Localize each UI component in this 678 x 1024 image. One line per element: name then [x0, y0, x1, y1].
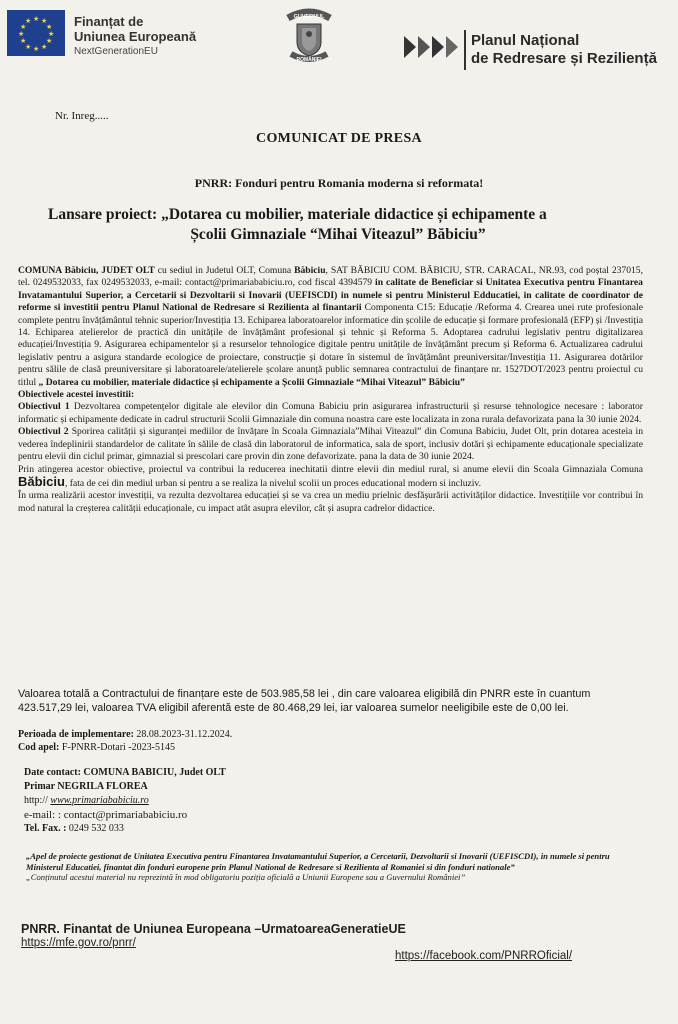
- objective-1-text: Dezvoltarea competențelor digitale ale elevilor din Comuna Babiciu prin asigurarea infrastructurii și resurse tehnologice necesare : laborator informatic și echipamente dedicate in cadrul structurii Scolii Gimnaziale din comuna noastra care este localizata in zona rurala defavorizata pana la 30 iunie 2024.: [18, 401, 643, 425]
- objectives-heading: Obiectivele acestei investitii:: [18, 389, 135, 401]
- results-paragraph: În urma realizării acestor investiții, va rezulta dezvoltarea educației și se va crea un mediu prielnic desfășurării activităților didactice. Investițiile vor contribui în mod natural la creșterea calității educaționale, cu impact atât asupra elevilor, cât și asupra cadrelor didactice.: [18, 490, 643, 514]
- project-title-line-2: Școlii Gimnaziale “Mihai Viteazul” Băbiciu”: [190, 226, 486, 243]
- commune-name: Băbiciu: [294, 265, 326, 276]
- press-release-body: [18, 265, 643, 515]
- footer-funding-line: PNRR. Finantat de Uniunea Europeana –UrmatoareaGeneratieUE: [21, 922, 406, 936]
- project-title-line-1: Lansare proiect: „Dotarea cu mobilier, materiale didactice și echipamente a: [48, 206, 547, 223]
- registration-number: Nr. Inreg.....: [55, 110, 109, 122]
- contact-line-1: Date contact: COMUNA BABICIU, Judet OLT: [24, 767, 226, 778]
- beneficiary-name: COMUNA Băbiciu, JUDET OLT: [18, 265, 155, 276]
- contact-email-row: [24, 808, 324, 822]
- implementation-info: [18, 728, 418, 754]
- objective-2-text: Sporirea calității și siguranței mediilor de învățare în Scoala Gimnaziala”Mihai Viteazul” din Comuna Babiciu, Judet Olt, prin dotarea acesteia in vederea îndeplinirii standardelor de calitate în sălile de clasă din laboratorul de informatica, sala de sport, inclusiv dotări și echipamente educaționale specializate pentru elevii din ciclul primar, gimnazial si prescolari care provin din zone defavorizate. pana la data de 30 iunie 2024.: [18, 426, 643, 463]
- crest-bottom-label: ROMÂNIEI: [296, 57, 322, 63]
- eu-funding-label: [74, 14, 196, 59]
- tel-value: 0249 532 033: [66, 823, 124, 834]
- intro-bold-3: in calitate de Beneficiar si Unitatea Executiva pentru Finantarea Invatamantului Superior, a Cercetarii si Dezvoltarii si Inovarii (UEFISCDI) in numele si pentru Ministerul Edducatiei, in calitate de coordinator de reforme si investitii pentru Planul National de Redresare si Rezilienta al finantarii: [18, 277, 643, 314]
- objective-2: [18, 426, 643, 463]
- intro-text-2: , SAT BĂBICIU COM. BĂBICIU, STR. CARACAL, NR.93, cod poștal 237015, tel. 0249532033, fax 0249532033, e-mail: contact@primariababiciu.ro, cod fiscal 4394579: [18, 265, 643, 289]
- pnrr-label: [471, 32, 657, 68]
- call-code-label: Cod apel:: [18, 742, 60, 753]
- period-label: Perioada de implementare:: [18, 729, 134, 740]
- objective-1-label: Obiectivul 1: [18, 401, 70, 413]
- http-label: http://: [24, 795, 48, 806]
- impact-commune-name: Băbiciu: [18, 473, 65, 489]
- objective-1: [18, 401, 643, 426]
- impact-text-1: Prin atingerea acestor obiective, proiectul va contribui la reducerea inechitatii dintre elevii din mediul rural, si anume elevii din Scoala Gimnaziala Comuna: [18, 463, 643, 475]
- period-value: 28.08.2023-31.12.2024.: [133, 729, 233, 740]
- eu-line-1: Finanțat de: [74, 14, 144, 29]
- contact-phone-row: [24, 822, 324, 836]
- call-code-value: F-PNRR-Dotari -2023-5145: [59, 742, 175, 753]
- crest-top-label: GUVERNUL: [293, 14, 325, 20]
- call-notice: „Apel de proiecte gestionat de Unitatea Executiva pentru Finantarea Invatamantului Superior, a Cercetarii, Dezvoltarii si Inovarii (UEFISCDI), in numele si pentru Ministerul Educatiei, finantat din fonduri europene prin Planul National de Redresare si Rezilienta al Romaniei si din fonduri nationale”: [26, 851, 610, 872]
- funding-notice: [26, 851, 646, 883]
- pnrr-line-2: de Redresare și Reziliență: [471, 50, 657, 67]
- email-label: e-mail: :: [24, 809, 61, 821]
- eu-flag-icon: ★ ★ ★ ★ ★ ★ ★ ★ ★ ★ ★ ★: [7, 10, 65, 56]
- contact-website-row: [24, 794, 324, 808]
- facebook-link[interactable]: https://facebook.com/PNRROficial/: [395, 950, 573, 962]
- project-name-inline: „ Dotarea cu mobilier, materiale didactice și echipamente a Școlii Gimnaziale “Mihai Viteazul” Băbiciu”: [38, 376, 465, 388]
- objective-2-label: Obiectivul 2: [18, 426, 69, 438]
- page-title: COMUNICAT DE PRESA: [256, 131, 422, 146]
- intro-text-1: cu sediul in Judetul OLT, Comuna: [154, 265, 295, 276]
- project-title: [48, 205, 648, 245]
- tel-label: Tel. Fax. :: [24, 823, 67, 834]
- impact-paragraph: [18, 464, 643, 491]
- subtitle: PNRR: Fonduri pentru Romania moderna si reformata!: [194, 176, 484, 190]
- eu-line-2: Uniunea Europeană: [74, 29, 197, 44]
- call-code: [18, 741, 418, 754]
- eu-line-3: NextGenerationEU: [74, 46, 158, 57]
- website-link[interactable]: www.primariababiciu.ro: [50, 795, 149, 806]
- pnrr-divider: [464, 30, 466, 70]
- contract-value: Valoarea totală a Contractului de finanțare este de 503.985,58 lei , din care valoarea eligibilă din PNRR este în cuantum 423.517,29 lei, valoarea TVA eligibil aferentă este de 80.468,29 lei, iar valoarea sumelor neeligibile este de 0,00 lei.: [18, 688, 591, 714]
- disclaimer: „Conținutul acestui material nu reprezintă în mod obligatoriu poziția oficială a Uniunii Europene sau a Guvernului României”: [26, 872, 466, 882]
- mfe-link[interactable]: https://mfe.gov.ro/pnrr/: [21, 937, 136, 949]
- pnrr-arrows-icon: [402, 32, 462, 62]
- intro-paragraph: [18, 265, 643, 389]
- pnrr-line-1: Planul Național: [471, 32, 580, 49]
- contact-block: [24, 766, 324, 836]
- contact-mayor: Primar NEGRILA FLOREA: [24, 781, 148, 792]
- intro-text-3: Componenta C15: Educație /Reforma 4. Crearea unei rute profesionale complete pentru învățământul tehnic superior/Investiția 13. Echiparea laboratoarelor informatice din școlile de educație și formare profesională (EFP) și /Investiția 14. Echiparea atelierelor de practică din unitățile de învățământ profesional și tehnic și Reforma 5. Adoptarea cadrului legislativ pentru digitalizarea educației/Investiția 9. Asigurarea echipamentelor și a resurselor tehnologice digitale pentru unitățile de învățământ precum și Reforma 6. Actualizarea cadrului legislativ pentru a asigura standarde ecologice de proiectare, construcție și dotare în sistemul de învățământ preuniversitar/Investiția 11. Asigurarea dotărilor pentru sălile de clasă preuniversitare și laboratoarele/atelierele școlare anunță public semnarea contractului de finanțare nr. 1527DOT/2023 pentru proiectul cu titlul: [18, 302, 643, 388]
- email-link[interactable]: contact@primariababiciu.ro: [63, 809, 188, 821]
- impact-text-2: , fata de cei din mediul urban si pentru a se realiza la nivelul scolii un proces educational modern si incluziv.: [64, 477, 481, 489]
- implementation-period: [18, 728, 418, 741]
- government-crest-icon: [282, 8, 336, 64]
